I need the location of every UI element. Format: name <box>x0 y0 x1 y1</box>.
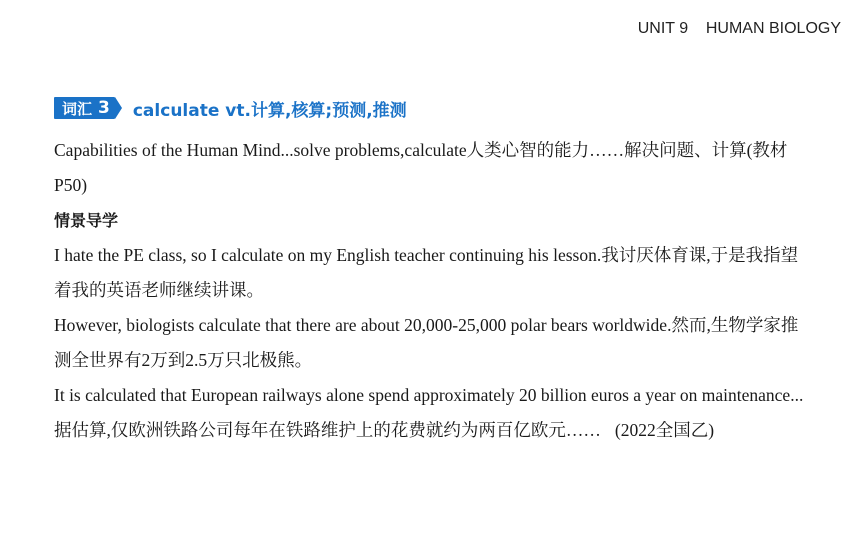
example-sentence-1: I hate the PE class, so I calculate on my English teacher continuing his lesson.我讨厌体育课,于是我指望着我的英语老师继续讲课。 <box>54 245 799 300</box>
vocab-heading <box>54 96 407 120</box>
content-body <box>54 133 814 448</box>
vocab-title: calculate vt.计算,核算;预测,推测 <box>132 100 407 121</box>
vocab-badge <box>54 97 115 119</box>
example-sentence-2: However, biologists calculate that there are about 20,000-25,000 polar bears worldwide.然而,生物学家推测全世界有2万到2.5万只北极熊。 <box>54 315 799 370</box>
unit-header: UNIT 9 HUMAN BIOLOGY <box>637 20 841 37</box>
example-sentence-3 <box>54 378 814 448</box>
section-label: 情景导学 <box>54 211 119 230</box>
example-sentence-3-text: It is calculated that European railways alone spend approximately 20 billion euros a year on maintenance...据估算,仅欧洲铁路公司每年在铁路维护上的花费就约为两百亿欧元…… <box>54 385 804 440</box>
intro-text: Capabilities of the Human Mind...solve problems,calculate人类心智的能力……解决问题、计算(教材P50) <box>54 140 788 195</box>
vocab-badge-number: 3 <box>98 98 110 118</box>
exam-source-tag: (2022全国乙) <box>614 420 715 440</box>
vocab-badge-text: 词汇 <box>62 99 93 118</box>
